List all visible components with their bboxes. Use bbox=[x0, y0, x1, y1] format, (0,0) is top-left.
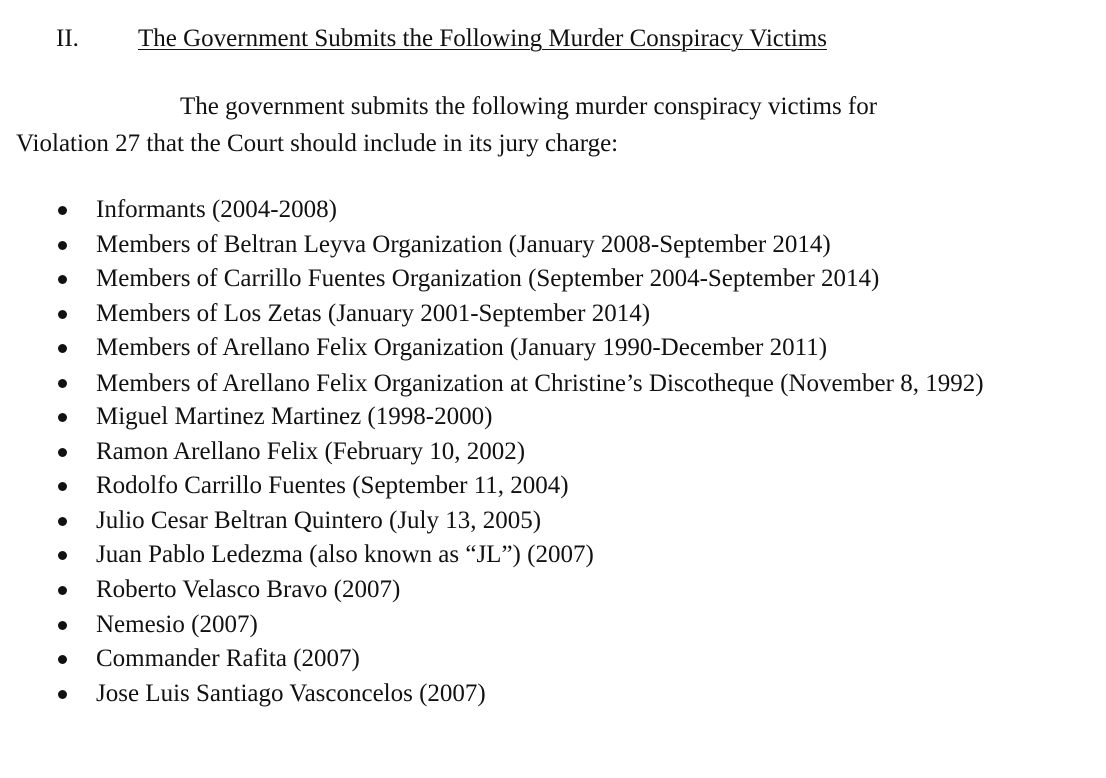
intro-paragraph bbox=[16, 88, 1076, 162]
bullet-icon bbox=[58, 310, 67, 319]
list-item bbox=[0, 262, 1056, 297]
list-item-text: Jose Luis Santiago Vasconcelos (2007) bbox=[96, 679, 486, 707]
bullet-icon bbox=[58, 413, 67, 422]
list-item-text: Members of Los Zetas (January 2001-September 2014) bbox=[96, 299, 651, 327]
section-number: II. bbox=[56, 25, 79, 52]
list-item-text: Julio Cesar Beltran Quintero (July 13, 2005) bbox=[96, 506, 542, 534]
bullet-icon bbox=[58, 379, 67, 388]
bullet-icon bbox=[58, 344, 67, 353]
list-item bbox=[0, 608, 1056, 643]
list-item bbox=[0, 435, 1056, 470]
list-item bbox=[0, 228, 1056, 263]
list-item-text: Informants (2004-2008) bbox=[96, 196, 337, 223]
list-item-text: Members of Carrillo Fuentes Organization (September 2004-September 2014) bbox=[96, 265, 880, 293]
bullet-icon bbox=[58, 517, 67, 526]
list-item-text: Members of Arellano Felix Organization (January 1990-December 2011) bbox=[96, 334, 828, 362]
bullet-icon bbox=[58, 655, 67, 664]
list-item-text: Members of Arellano Felix Organization at Christine’s Discotheque (November 8, 1992) bbox=[96, 369, 984, 397]
list-item bbox=[0, 573, 1056, 608]
list-item bbox=[0, 193, 1056, 228]
list-item-text: Nemesio (2007) bbox=[96, 610, 258, 638]
bullet-icon bbox=[58, 551, 67, 560]
list-item-text: Ramon Arellano Felix (February 10, 2002) bbox=[96, 437, 526, 465]
bullet-icon bbox=[58, 206, 67, 215]
list-item-text: Rodolfo Carrillo Fuentes (September 11, 2004) bbox=[96, 472, 569, 500]
list-item bbox=[0, 677, 1056, 712]
victim-list bbox=[0, 193, 1056, 711]
list-item bbox=[0, 297, 1056, 332]
bullet-icon bbox=[58, 690, 67, 699]
intro-line-2: Violation 27 that the Court should include in its jury charge: bbox=[16, 130, 619, 157]
list-item bbox=[0, 400, 1056, 435]
list-item-text: Roberto Velasco Bravo (2007) bbox=[96, 575, 401, 603]
bullet-icon bbox=[58, 275, 67, 284]
bullet-icon bbox=[58, 241, 67, 250]
bullet-icon bbox=[58, 586, 67, 595]
list-item bbox=[0, 366, 1056, 400]
list-item bbox=[0, 642, 1056, 677]
list-item-text: Juan Pablo Ledezma (also known as “JL”) (2007) bbox=[96, 541, 594, 569]
section-heading bbox=[56, 22, 827, 56]
intro-line-1: The government submits the following murder conspiracy victims for bbox=[180, 93, 878, 120]
list-item bbox=[0, 331, 1056, 366]
bullet-icon bbox=[58, 448, 67, 457]
bullet-icon bbox=[58, 621, 67, 630]
list-item-text: Miguel Martinez Martinez (1998-2000) bbox=[96, 402, 493, 430]
list-item bbox=[0, 469, 1056, 504]
list-item-text: Commander Rafita (2007) bbox=[96, 645, 360, 673]
list-item bbox=[0, 538, 1056, 573]
bullet-icon bbox=[58, 482, 67, 491]
list-item bbox=[0, 504, 1056, 539]
list-item-text: Members of Beltran Leyva Organization (January 2008-September 2014) bbox=[96, 230, 831, 258]
section-title: The Government Submits the Following Murder Conspiracy Victims bbox=[138, 25, 827, 52]
